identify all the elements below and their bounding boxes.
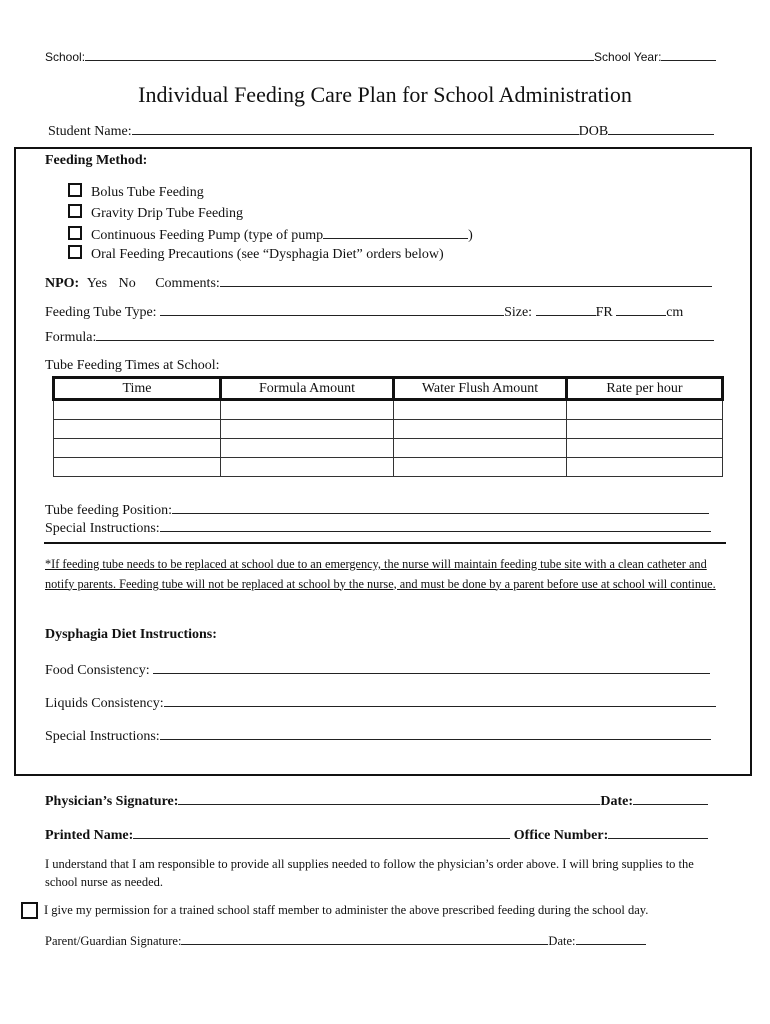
table-cell[interactable] bbox=[221, 420, 394, 439]
table-cell[interactable] bbox=[394, 400, 567, 420]
food-consistency-line[interactable] bbox=[153, 660, 710, 674]
special-instructions-line[interactable] bbox=[160, 518, 711, 532]
physician-signature-label: Physician’s Signature: bbox=[45, 794, 179, 809]
formula-row[interactable] bbox=[45, 327, 714, 346]
table-cell[interactable] bbox=[567, 420, 723, 439]
permission-checkbox[interactable] bbox=[21, 902, 38, 919]
liquids-consistency-label: Liquids Consistency: bbox=[45, 696, 164, 711]
table-cell[interactable] bbox=[394, 420, 567, 439]
table-row bbox=[54, 420, 723, 439]
column-header: Rate per hour bbox=[567, 378, 723, 400]
npo-comments-label: Comments: bbox=[155, 276, 220, 291]
office-number-line[interactable] bbox=[608, 825, 708, 839]
physician-date-label: Date: bbox=[600, 794, 634, 809]
table-cell[interactable] bbox=[221, 400, 394, 420]
table-row bbox=[54, 439, 723, 458]
feeding-times-label: Tube Feeding Times at School: bbox=[45, 358, 220, 373]
dob-label: DOB bbox=[578, 124, 609, 139]
option-gravity-drip[interactable] bbox=[68, 204, 243, 222]
formula-line[interactable] bbox=[96, 327, 714, 341]
cm-line[interactable] bbox=[616, 302, 666, 316]
formula-label: Formula: bbox=[45, 330, 97, 345]
page-title: Individual Feeding Care Plan for School Administration bbox=[138, 82, 632, 107]
npo-no[interactable]: No bbox=[118, 276, 136, 291]
liquids-consistency-row[interactable] bbox=[45, 693, 716, 712]
position-row[interactable] bbox=[45, 500, 709, 519]
table-cell[interactable] bbox=[54, 439, 221, 458]
table-row bbox=[54, 400, 723, 420]
pump-close-paren: ) bbox=[468, 228, 473, 243]
table-cell[interactable] bbox=[221, 458, 394, 477]
column-header: Water Flush Amount bbox=[394, 378, 567, 400]
student-name-line bbox=[132, 121, 579, 135]
physician-signature-line[interactable] bbox=[178, 791, 600, 805]
npo-yes[interactable]: Yes bbox=[86, 276, 108, 291]
school-line bbox=[85, 47, 594, 61]
permission-statement: I give my permission for a trained school staff member to administer the above prescribed feeding during the school day. bbox=[44, 903, 649, 917]
cm-label: cm bbox=[666, 305, 684, 320]
responsibility-statement: I understand that I am responsible to provide all supplies needed to follow the physician’s order above. I will bring supplies to the school nurse as needed. bbox=[45, 857, 694, 889]
checkbox-icon[interactable] bbox=[68, 183, 82, 197]
feeding-method-heading: Feeding Method: bbox=[45, 153, 148, 168]
npo-comments-line[interactable] bbox=[220, 273, 712, 287]
parent-signature-row[interactable] bbox=[45, 933, 646, 949]
printed-name-line[interactable] bbox=[133, 825, 510, 839]
option-label: Bolus Tube Feeding bbox=[91, 185, 204, 200]
parent-date-label: Date: bbox=[548, 934, 576, 948]
fr-label: FR bbox=[595, 305, 613, 320]
physician-date-line[interactable] bbox=[633, 791, 708, 805]
table-cell[interactable] bbox=[54, 458, 221, 477]
table-row bbox=[54, 458, 723, 477]
emergency-note: *If feeding tube needs to be replaced at school due to an emergency, the nurse will maintain feeding tube site with a clean catheter and notify parents. Feeding tube will not be replaced at school by the nurse, and must be done by a parent before use at school will continue. bbox=[45, 557, 716, 591]
table-cell[interactable] bbox=[394, 439, 567, 458]
school-year-line bbox=[661, 47, 716, 61]
pump-type-line[interactable] bbox=[323, 225, 468, 239]
student-name-label: Student Name: bbox=[48, 124, 132, 139]
dysphagia-heading: Dysphagia Diet Instructions: bbox=[45, 627, 217, 642]
fr-line[interactable] bbox=[536, 302, 596, 316]
section-divider bbox=[44, 542, 726, 544]
tube-type-label: Feeding Tube Type: bbox=[45, 305, 157, 320]
dob-line bbox=[608, 121, 714, 135]
checkbox-icon[interactable] bbox=[68, 204, 82, 218]
dysphagia-special-label: Special Instructions: bbox=[45, 729, 160, 744]
option-label: Continuous Feeding Pump (type of pump bbox=[91, 228, 324, 243]
parent-signature-label: Parent/Guardian Signature: bbox=[45, 934, 182, 948]
size-label: Size: bbox=[504, 305, 533, 320]
school-label: School: bbox=[45, 50, 86, 64]
table-cell[interactable] bbox=[54, 420, 221, 439]
printed-name-label: Printed Name: bbox=[45, 828, 134, 843]
option-label: Oral Feeding Precautions (see “Dysphagia Diet” orders below) bbox=[91, 247, 444, 262]
parent-date-line[interactable] bbox=[576, 933, 646, 945]
option-continuous-pump[interactable] bbox=[68, 225, 473, 244]
table-cell[interactable] bbox=[394, 458, 567, 477]
food-consistency-row[interactable] bbox=[45, 660, 710, 679]
position-line[interactable] bbox=[172, 500, 709, 514]
table-cell[interactable] bbox=[567, 400, 723, 420]
option-label: Gravity Drip Tube Feeding bbox=[91, 206, 244, 221]
dysphagia-special-line[interactable] bbox=[160, 726, 711, 740]
position-label: Tube feeding Position: bbox=[45, 503, 173, 518]
food-consistency-label: Food Consistency: bbox=[45, 663, 150, 678]
school-field[interactable] bbox=[45, 47, 716, 64]
office-number-label: Office Number: bbox=[513, 828, 609, 843]
option-oral-feeding[interactable] bbox=[68, 245, 444, 263]
checkbox-icon[interactable] bbox=[68, 226, 82, 240]
parent-signature-line[interactable] bbox=[181, 933, 548, 945]
student-name-field[interactable] bbox=[48, 121, 714, 140]
printed-name-row[interactable] bbox=[45, 825, 708, 844]
special-instructions-row[interactable] bbox=[45, 518, 711, 537]
table-cell[interactable] bbox=[567, 439, 723, 458]
npo-label: NPO: bbox=[45, 276, 80, 291]
table-header-row bbox=[54, 378, 723, 400]
column-header: Formula Amount bbox=[221, 378, 394, 400]
liquids-consistency-line[interactable] bbox=[164, 693, 716, 707]
special-instructions-label: Special Instructions: bbox=[45, 521, 160, 536]
table-cell[interactable] bbox=[567, 458, 723, 477]
dysphagia-special-row[interactable] bbox=[45, 726, 711, 745]
table-cell[interactable] bbox=[54, 400, 221, 420]
physician-signature-row[interactable] bbox=[45, 791, 708, 810]
tube-type-row[interactable] bbox=[45, 302, 683, 321]
feeding-times-table bbox=[52, 376, 724, 477]
npo-row[interactable] bbox=[45, 273, 712, 292]
column-header: Time bbox=[54, 378, 221, 400]
school-year-label: School Year: bbox=[594, 50, 662, 64]
option-bolus[interactable] bbox=[68, 183, 204, 201]
checkbox-icon[interactable] bbox=[68, 245, 82, 259]
table-cell[interactable] bbox=[221, 439, 394, 458]
tube-type-line[interactable] bbox=[160, 302, 504, 316]
